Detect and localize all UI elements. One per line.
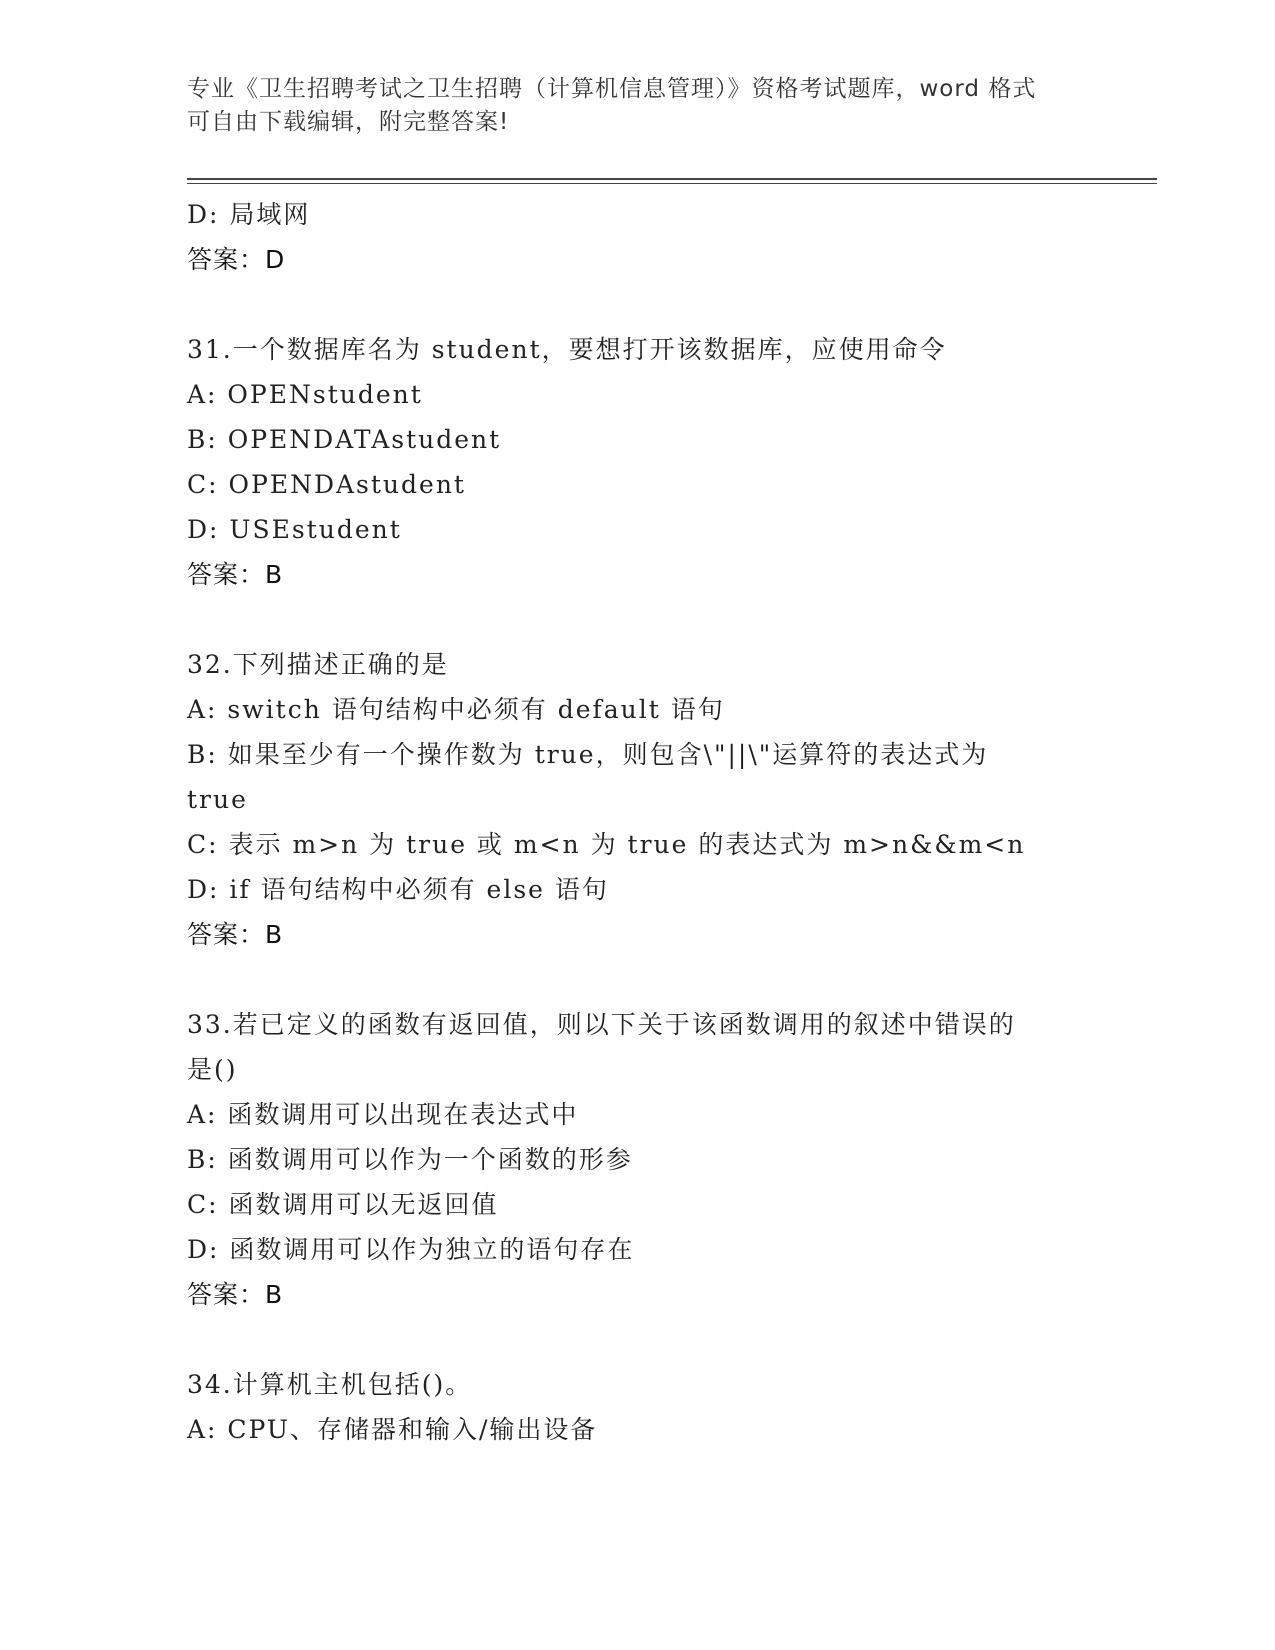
option-b: B: OPENDATAstudent	[187, 425, 502, 454]
answer-line: 答案：D	[187, 245, 286, 274]
header-rule-thin	[187, 183, 1157, 184]
question-stem: 32.下列描述正确的是	[187, 650, 449, 679]
option-b: B: 函数调用可以作为一个函数的形参	[187, 1145, 633, 1174]
question-stem: 34.计算机主机包括()。	[187, 1370, 473, 1399]
question-33	[187, 1002, 1087, 1317]
option-b: B: 如果至少有一个操作数为 true，则包含\"||\"运算符的表达式为	[187, 740, 989, 769]
question-30-tail	[187, 192, 1087, 282]
option-d: D: if 语句结构中必须有 else 语句	[187, 875, 609, 904]
option-d: D: 局域网	[187, 200, 311, 229]
option-c: C: 表示 m>n 为 true 或 m<n 为 true 的表达式为 m>n&&m<n	[187, 830, 1026, 859]
question-stem: 33.若已定义的函数有返回值，则以下关于该函数调用的叙述中错误的	[187, 1010, 1016, 1039]
option-d: D: 函数调用可以作为独立的语句存在	[187, 1235, 635, 1264]
option-c: C: OPENDAstudent	[187, 470, 466, 499]
header-rule-thick	[187, 178, 1157, 180]
spacer	[187, 597, 1087, 642]
option-a: A: OPENstudent	[187, 380, 423, 409]
header-title-line-2: 可自由下载编辑，附完整答案!	[187, 109, 510, 135]
answer-line: 答案：B	[187, 560, 284, 589]
header-title-line-1: 专业《卫生招聘考试之卫生招聘（计算机信息管理）》资格考试题库，word 格式	[187, 76, 1037, 102]
question-stem-continued: 是()	[187, 1055, 238, 1084]
option-a: A: 函数调用可以出现在表达式中	[187, 1100, 579, 1129]
page-header	[187, 73, 1087, 139]
question-stem: 31.一个数据库名为 student，要想打开该数据库，应使用命令	[187, 335, 947, 364]
question-31	[187, 327, 1087, 597]
spacer	[187, 957, 1087, 1002]
question-34	[187, 1362, 1087, 1452]
question-32	[187, 642, 1087, 957]
option-c: C: 函数调用可以无返回值	[187, 1190, 499, 1219]
question-list	[187, 192, 1087, 1452]
answer-line: 答案：B	[187, 920, 284, 949]
option-a: A: CPU、存储器和输入/输出设备	[187, 1415, 598, 1444]
option-a: A: switch 语句结构中必须有 default 语句	[187, 695, 725, 724]
spacer	[187, 1317, 1087, 1362]
spacer	[187, 282, 1087, 327]
option-d: D: USEstudent	[187, 515, 402, 544]
answer-line: 答案：B	[187, 1280, 284, 1309]
option-b-continued: true	[187, 785, 248, 814]
